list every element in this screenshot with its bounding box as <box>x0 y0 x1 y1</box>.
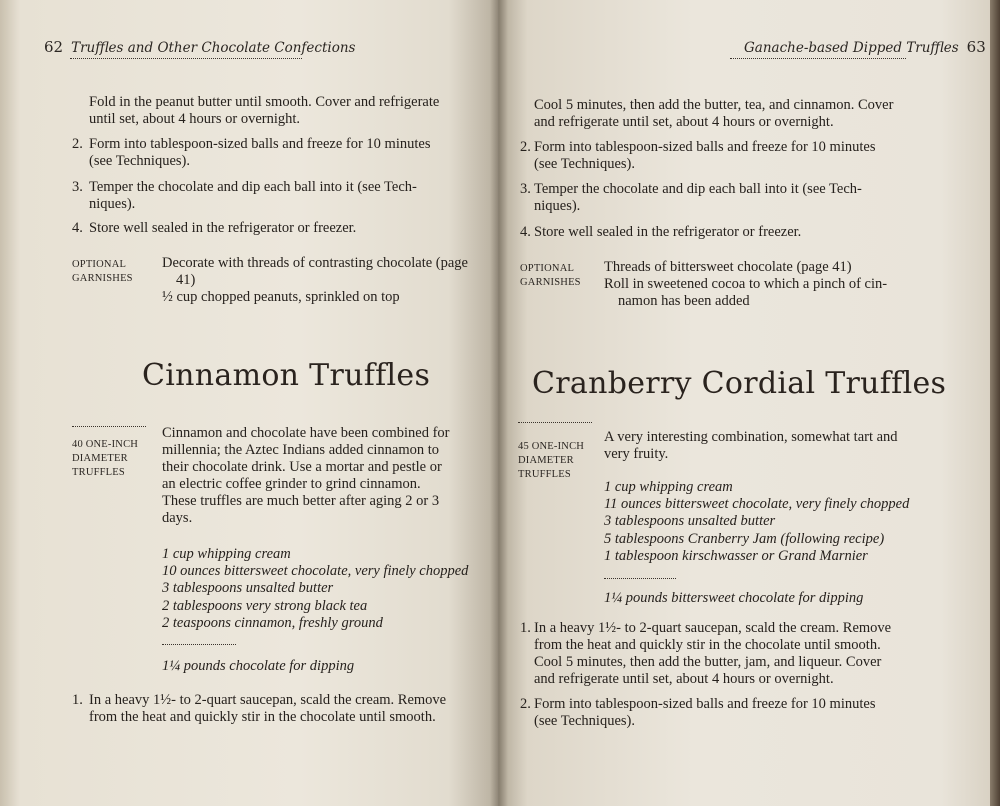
ingredient: 1 cup whipping cream <box>604 479 733 495</box>
text-line: Temper the chocolate and dip each ball into it (see Tech- <box>89 179 417 195</box>
yield-label <box>518 440 584 482</box>
ingredient: 3 tablespoons unsalted butter <box>162 580 334 597</box>
text-line: Decorate with threads of contrasting chocolate (page <box>162 255 468 271</box>
ingredient: 5 tablespoons Cranberry Jam (following recipe) <box>604 530 885 547</box>
left-head-rule <box>70 58 302 59</box>
text-line: Cool 5 minutes, then add the butter, tea, and cinnamon. Cover <box>534 97 894 113</box>
right-page <box>498 0 990 806</box>
text-line: days. <box>162 510 193 526</box>
label-line: GARNISHES <box>520 277 581 288</box>
text-line: Cool 5 minutes, then add the butter, jam, and liqueur. Cover <box>534 654 882 670</box>
left-garnish-label <box>72 258 133 286</box>
ingredient-rule <box>162 644 236 645</box>
left-step-4 <box>72 220 472 237</box>
ingredient-list <box>604 479 909 565</box>
text-line: Temper the chocolate and dip each ball into it (see Tech- <box>534 181 862 197</box>
text-line: and refrigerate until set, about 4 hours or overnight. <box>534 671 834 687</box>
text-line: from the heat and quickly stir in the chocolate until smooth. <box>534 637 881 653</box>
book-cover-edge <box>990 0 1000 806</box>
recipe-title: Cinnamon Truffles <box>142 358 431 393</box>
label-line: 40 ONE-INCH <box>72 439 139 450</box>
text-line: Threads of bittersweet chocolate (page 41) <box>604 259 852 275</box>
right-garnish-1 <box>604 259 852 276</box>
ingredient-list <box>162 546 468 632</box>
text-line: In a heavy 1½- to 2-quart saucepan, scald the cream. Remove <box>534 620 892 636</box>
text-line: (see Techniques). <box>534 156 635 172</box>
ingredient: 3 tablespoons unsalted butter <box>604 513 776 530</box>
text-line: namon has been added <box>618 293 750 309</box>
text-line: 41) <box>176 272 196 288</box>
step-number: 1. <box>520 620 531 636</box>
step-number: 4. <box>520 224 531 240</box>
left-page <box>0 0 498 806</box>
text-line: their chocolate drink. Use a mortar and pestle or <box>162 459 442 475</box>
step-number: 2. <box>520 696 531 712</box>
right-step-2 <box>520 139 920 173</box>
text-line: ½ cup chopped peanuts, sprinkled on top <box>162 289 400 305</box>
right-garnish-label <box>520 262 581 290</box>
text-line: These truffles are much better after aging 2 or 3 <box>162 493 440 509</box>
right-step-3 <box>520 181 920 215</box>
left-step-3 <box>72 179 472 213</box>
text-line: niques). <box>534 198 581 214</box>
yield-rule <box>72 426 146 427</box>
left-garnish-1 <box>162 255 472 272</box>
label-line: TRUFFLES <box>518 469 571 480</box>
step-number: 2. <box>520 139 531 155</box>
step-number: 2. <box>72 136 83 152</box>
text-line: Roll in sweetened cocoa to which a pinch of cin- <box>604 276 888 292</box>
ingredient: 1¼ pounds chocolate for dipping <box>162 658 355 674</box>
text-line: Store well sealed in the refrigerator or freezer. <box>89 220 357 236</box>
left-garnish-2 <box>162 289 400 306</box>
step-number: 3. <box>520 181 531 197</box>
text-line: and refrigerate until set, about 4 hours or overnight. <box>534 114 834 130</box>
text-line: Fold in the peanut butter until smooth. Cover and refrigerate <box>89 94 440 110</box>
ingredient-rule <box>604 578 676 579</box>
left-running-head-title: Truffles and Other Chocolate Confections <box>71 40 356 56</box>
text-line: from the heat and quickly stir in the chocolate until smooth. <box>89 709 436 725</box>
ingredient: 2 teaspoons cinnamon, freshly ground <box>162 614 383 631</box>
right-page-number: 63 <box>966 38 986 56</box>
left-running-head <box>44 38 355 56</box>
text-line: niques). <box>89 196 136 212</box>
text-line: millennia; the Aztec Indians added cinnamon to <box>162 442 440 458</box>
ingredient: 10 ounces bittersweet chocolate, very finely chopped <box>162 563 469 580</box>
text-line: In a heavy 1½- to 2-quart saucepan, scald the cream. Remove <box>89 692 447 708</box>
right-intro-continued <box>534 97 914 131</box>
text-line: A very interesting combination, somewhat tart and <box>604 429 898 445</box>
yield-rule <box>518 422 592 423</box>
label-line: GARNISHES <box>72 273 133 284</box>
yield-label <box>72 438 138 480</box>
step-number: 1. <box>72 692 83 708</box>
text-line: Form into tablespoon-sized balls and freeze for 10 minutes <box>89 136 431 152</box>
ingredient: 11 ounces bittersweet chocolate, very finely chopped <box>604 496 910 513</box>
step-number: 4. <box>72 220 83 236</box>
left-garnish-1-cont <box>176 272 195 289</box>
right-recipe-step-2 <box>520 696 920 730</box>
left-recipe-step-1 <box>72 692 472 726</box>
ingredient: 1¼ pounds bittersweet chocolate for dipping <box>604 590 864 606</box>
right-garnish-2-cont <box>618 293 750 310</box>
dipping-chocolate <box>604 590 863 607</box>
step-number: 3. <box>72 179 83 195</box>
right-running-head <box>744 38 986 56</box>
ingredient: 2 tablespoons very strong black tea <box>162 597 368 614</box>
text-line: Store well sealed in the refrigerator or freezer. <box>534 224 802 240</box>
label-line: OPTIONAL <box>520 263 575 274</box>
text-line: Form into tablespoon-sized balls and freeze for 10 minutes <box>534 139 876 155</box>
text-line: until set, about 4 hours or overnight. <box>89 111 301 127</box>
left-intro-continued <box>89 94 469 128</box>
text-line: an electric coffee grinder to grind cinnamon. <box>162 476 421 492</box>
recipe-description <box>162 425 472 527</box>
right-step-4 <box>520 224 920 241</box>
text-line: very fruity. <box>604 446 669 462</box>
left-step-2 <box>72 136 472 170</box>
text-line: Cinnamon and chocolate have been combined for <box>162 425 450 441</box>
label-line: OPTIONAL <box>72 259 127 270</box>
ingredient: 1 cup whipping cream <box>162 546 291 562</box>
recipe-title: Cranberry Cordial Truffles <box>532 366 947 401</box>
recipe-description <box>604 429 924 463</box>
text-line: (see Techniques). <box>534 713 635 729</box>
label-line: DIAMETER <box>518 455 574 466</box>
text-line: Form into tablespoon-sized balls and freeze for 10 minutes <box>534 696 876 712</box>
left-page-number: 62 <box>44 38 64 56</box>
right-recipe-step-1 <box>520 620 920 688</box>
right-running-head-title: Ganache-based Dipped Truffles <box>744 40 959 56</box>
label-line: DIAMETER <box>72 453 128 464</box>
dipping-chocolate <box>162 658 354 675</box>
right-garnish-2 <box>604 276 887 293</box>
text-line: (see Techniques). <box>89 153 190 169</box>
ingredient: 1 tablespoon kirschwasser or Grand Marnier <box>604 547 868 564</box>
label-line: 45 ONE-INCH <box>518 441 585 452</box>
label-line: TRUFFLES <box>72 467 125 478</box>
right-head-rule <box>730 58 906 59</box>
